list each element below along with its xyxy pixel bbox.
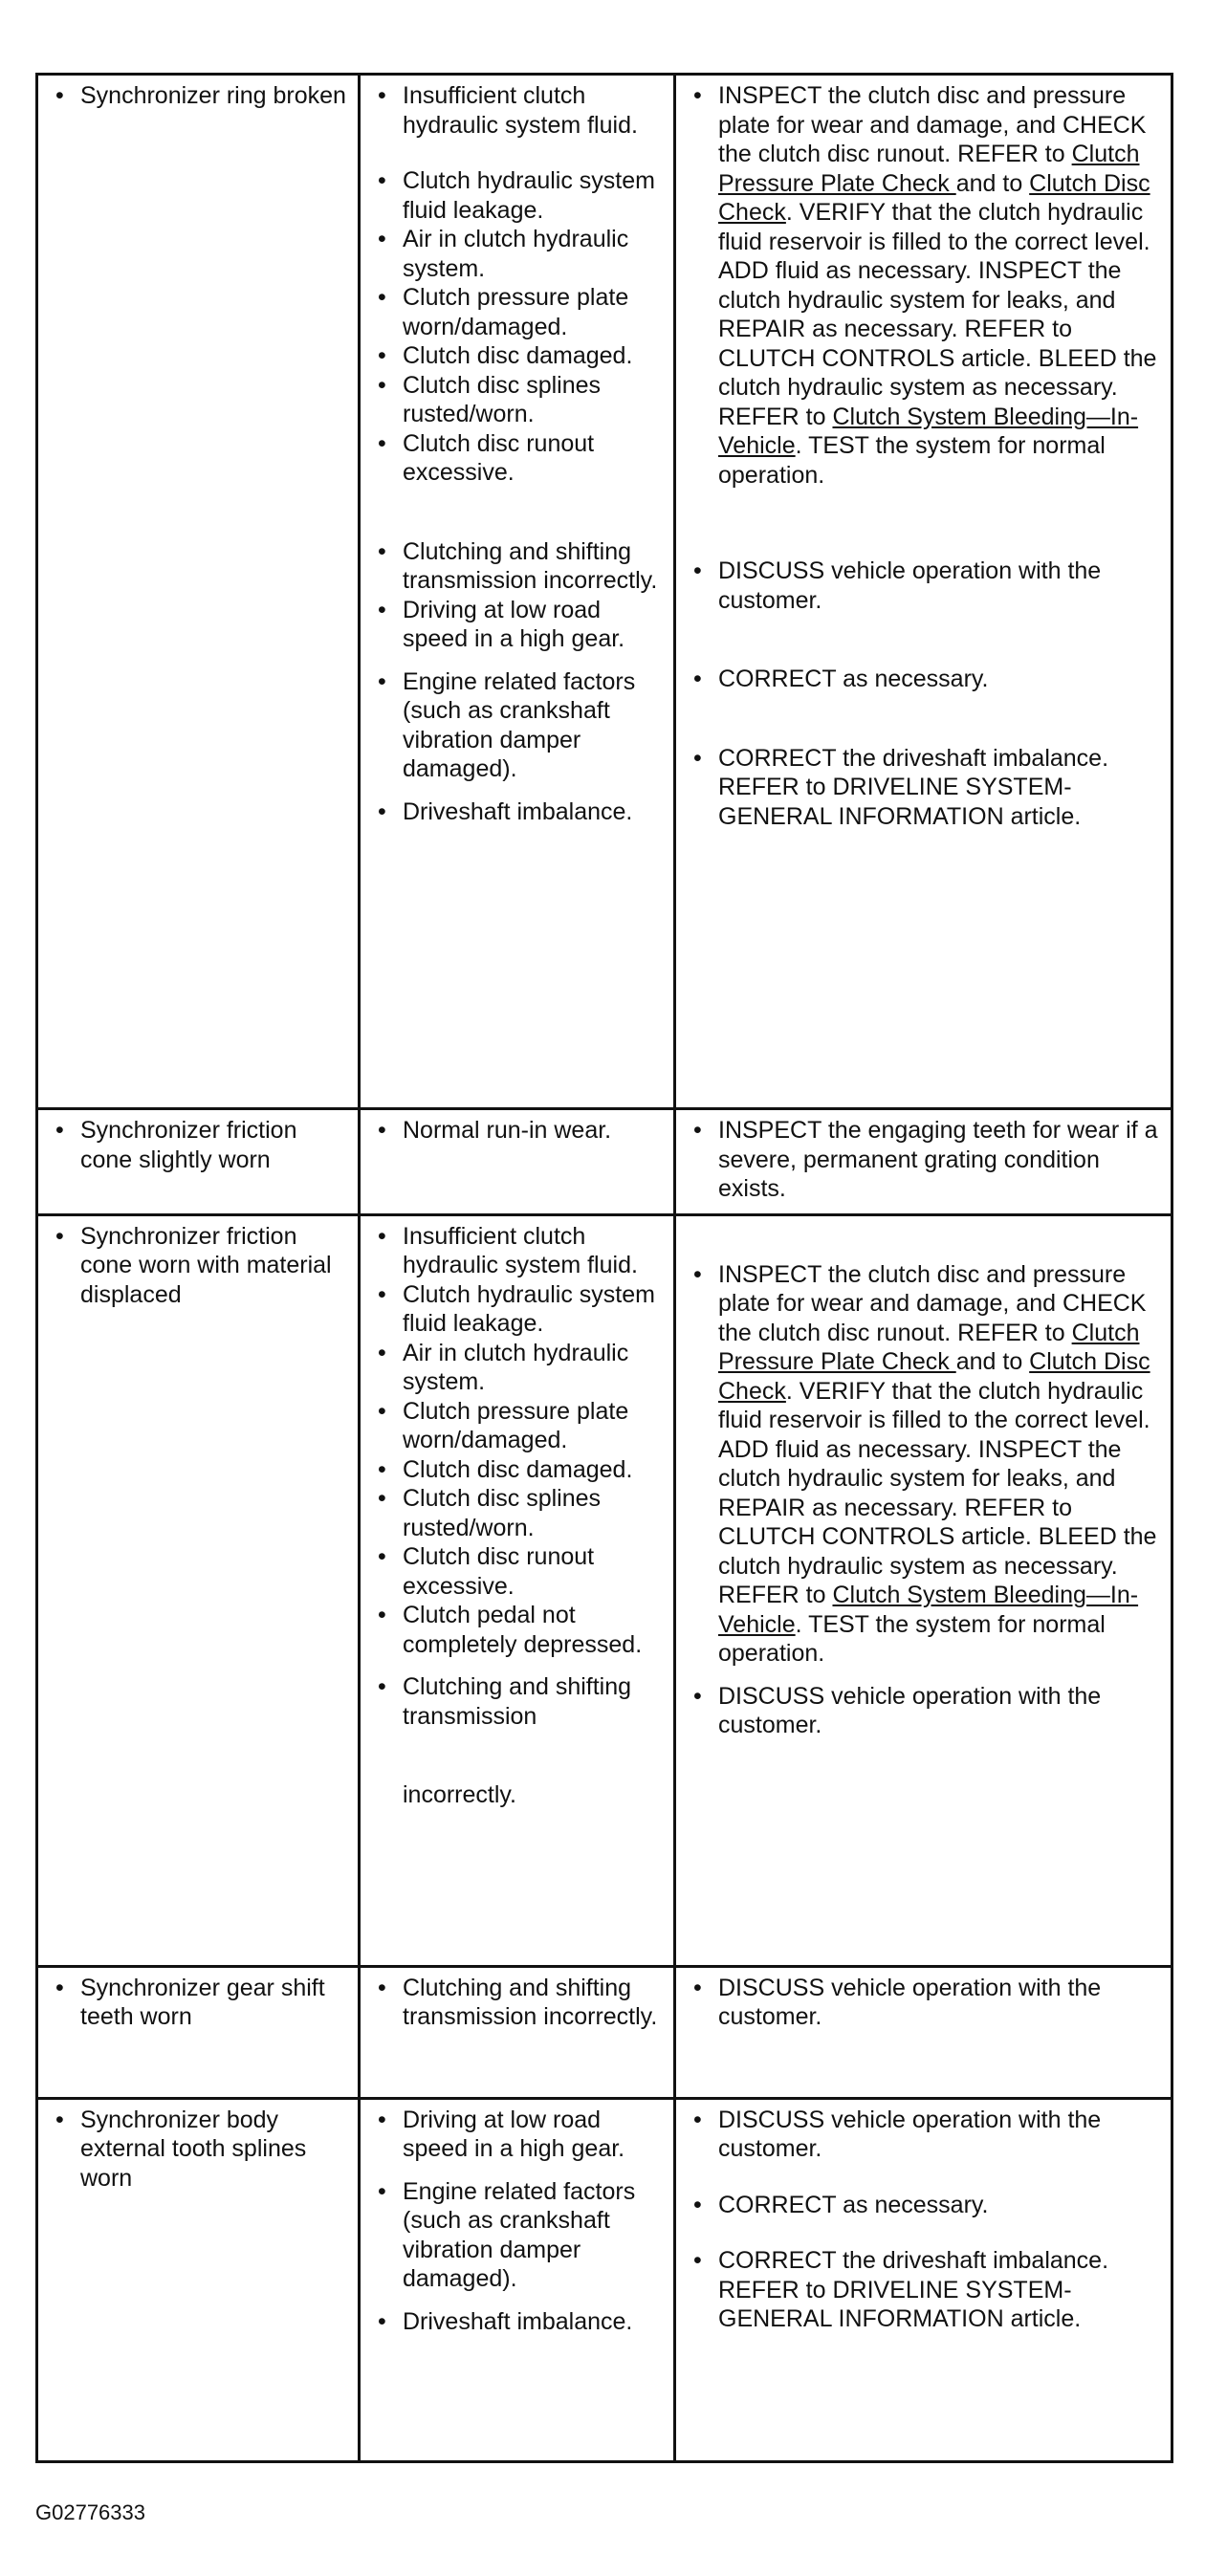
- cause-item: • Clutch disc runout excessive.: [368, 429, 664, 488]
- link-clutch-disc-check[interactable]: Clutch Disc Check: [718, 169, 1150, 226]
- cause-item: • Insufficient clutch hydraulic system fluid.: [368, 81, 664, 140]
- action-cell: [675, 1966, 1172, 2098]
- action-item: • INSPECT the clutch disc and pressure plate for wear and damage, and CHECK the clutch disc runout. REFER to Clutch Pressure Plate Check and to Clutch Disc Check. VERIFY that the clutch hydraulic fluid reservoir is filled to the correct level. ADD fluid as necessary. INSPECT the clutch hydraulic system for leaks, and REPAIR as necessary. REFER to CLUTCH CONTROLS article. BLEED the clutch hydraulic system as necessary. REFER to Clutch System Bleeding—In-Vehicle. TEST the system for normal operation.: [684, 1260, 1161, 1669]
- action-item: • DISCUSS vehicle operation with the customer.: [684, 2106, 1161, 2164]
- link-clutch-pressure-plate-check[interactable]: Clutch Pressure Plate Check: [718, 1319, 1140, 1375]
- figure-id: G02776333: [35, 2500, 145, 2524]
- cause-item: • Clutch disc damaged.: [368, 1455, 664, 1485]
- table-row: [37, 1109, 1172, 1215]
- cause-item: • Normal run-in wear.: [368, 1116, 664, 1146]
- condition-cell: [37, 75, 360, 1109]
- cause-item-continued: incorrectly.: [403, 1781, 517, 1808]
- condition-cell: [37, 1109, 360, 1215]
- cause-item: • Driveshaft imbalance.: [368, 2307, 664, 2337]
- action-cell: [675, 75, 1172, 1109]
- cause-item: • Clutch disc runout excessive.: [368, 1542, 664, 1601]
- action-cell: [675, 2098, 1172, 2461]
- action-item: • INSPECT the clutch disc and pressure plate for wear and damage, and CHECK the clutch disc runout. REFER to Clutch Pressure Plate Check and to Clutch Disc Check. VERIFY that the clutch hydraulic fluid reservoir is filled to the correct level. ADD fluid as necessary. INSPECT the clutch hydraulic system for leaks, and REPAIR as necessary. REFER to CLUTCH CONTROLS article. BLEED the clutch hydraulic system as necessary. REFER to Clutch System Bleeding—In-Vehicle. TEST the system for normal operation.: [684, 81, 1161, 490]
- cause-item: • Clutch pedal not completely depressed.: [368, 1601, 664, 1659]
- action-item: • INSPECT the engaging teeth for wear if a severe, permanent grating condition exists.: [684, 1116, 1161, 1204]
- condition-text: • Synchronizer friction cone slightly worn: [46, 1116, 348, 1174]
- cause-item: • Driving at low road speed in a high gear.: [368, 2106, 664, 2164]
- cause-item: • Engine related factors (such as crankshaft vibration damper damaged).: [368, 2177, 664, 2294]
- condition-text: • Synchronizer body external tooth splines worn: [46, 2106, 348, 2194]
- cause-cell: [360, 1214, 675, 1966]
- cause-cell: [360, 1109, 675, 1215]
- condition-text: • Synchronizer ring broken: [46, 81, 348, 111]
- cause-item: • Clutch pressure plate worn/damaged.: [368, 1397, 664, 1455]
- cause-item: • Driveshaft imbalance.: [368, 797, 664, 827]
- cause-item: • Clutch hydraulic system fluid leakage.: [368, 1280, 664, 1339]
- condition-cell: [37, 2098, 360, 2461]
- action-item: • CORRECT as necessary.: [684, 665, 1161, 694]
- cause-item: • Clutch disc splines rusted/worn.: [368, 1484, 664, 1542]
- action-cell: [675, 1214, 1172, 1966]
- symptom-table: [35, 73, 1173, 2463]
- cause-item: • Insufficient clutch hydraulic system fluid.: [368, 1222, 664, 1280]
- cause-cell: [360, 1966, 675, 2098]
- action-item: • CORRECT as necessary.: [684, 2191, 1161, 2220]
- link-clutch-pressure-plate-check[interactable]: Clutch Pressure Plate Check: [718, 141, 1140, 197]
- cause-item: • Clutch pressure plate worn/damaged.: [368, 283, 664, 341]
- cause-item: • Air in clutch hydraulic system.: [368, 1339, 664, 1397]
- action-item: • DISCUSS vehicle operation with the customer.: [684, 1682, 1161, 1740]
- table-row: [37, 1214, 1172, 1966]
- condition-cell: [37, 1214, 360, 1966]
- cause-item: • Clutching and shifting transmission: [368, 1672, 664, 1731]
- cause-item: • Clutching and shifting transmission incorrectly.: [368, 1974, 664, 2032]
- action-cell: [675, 1109, 1172, 1215]
- cause-item: • Clutch disc damaged.: [368, 341, 664, 371]
- action-item: • CORRECT the driveshaft imbalance. REFER to DRIVELINE SYSTEM-GENERAL INFORMATION article.: [684, 744, 1161, 832]
- cause-cell: [360, 75, 675, 1109]
- link-clutch-system-bleeding[interactable]: Clutch System Bleeding—In-Vehicle: [718, 1582, 1139, 1638]
- cause-cell: [360, 2098, 675, 2461]
- table-row: [37, 1966, 1172, 2098]
- condition-text: • Synchronizer gear shift teeth worn: [46, 1974, 348, 2032]
- condition-cell: [37, 1966, 360, 2098]
- condition-text: • Synchronizer friction cone worn with material displaced: [46, 1222, 348, 1310]
- cause-item: • Clutch disc splines rusted/worn.: [368, 371, 664, 429]
- action-item: • CORRECT the driveshaft imbalance. REFER to DRIVELINE SYSTEM-GENERAL INFORMATION article.: [684, 2246, 1161, 2334]
- action-item: • DISCUSS vehicle operation with the customer.: [684, 1974, 1161, 2032]
- cause-item: • Clutch hydraulic system fluid leakage.: [368, 166, 664, 225]
- action-item: • DISCUSS vehicle operation with the customer.: [684, 557, 1161, 615]
- link-clutch-system-bleeding[interactable]: Clutch System Bleeding—In-Vehicle: [718, 403, 1139, 459]
- table-row: [37, 2098, 1172, 2461]
- cause-item: • Engine related factors (such as crankshaft vibration damper damaged).: [368, 667, 664, 784]
- link-clutch-disc-check[interactable]: Clutch Disc Check: [718, 1348, 1150, 1405]
- cause-item: • Driving at low road speed in a high gear.: [368, 596, 664, 654]
- cause-item: • Clutching and shifting transmission incorrectly.: [368, 537, 664, 596]
- cause-item: • Air in clutch hydraulic system.: [368, 225, 664, 283]
- table-row: [37, 75, 1172, 1109]
